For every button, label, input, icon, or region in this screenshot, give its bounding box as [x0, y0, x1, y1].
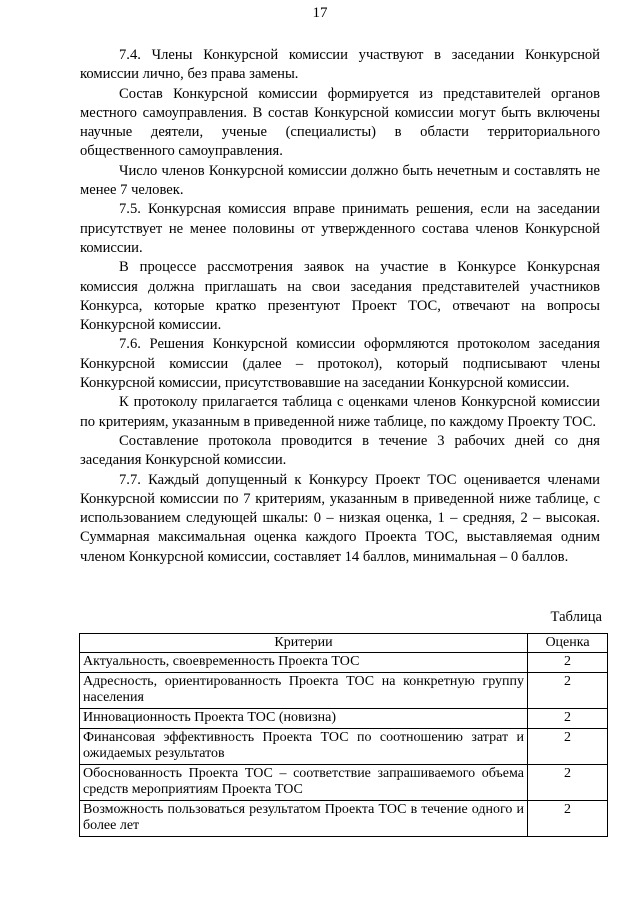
paragraph-member-count: Число членов Конкурсной комиссии должно быть нечетным и составлять не менее 7 человек. — [80, 162, 600, 199]
paragraph-7-7: 7.7. Каждый допущенный к Конкурсу Проект ТОС оценивается членами Конкурсной комиссии по 7 критериям, указанным в приведенной ниже таблице, с использованием следующей шкалы: 0 – низкая оценка, 1 – средняя, 2 – высокая. Суммарная максимальная оценка каждого Проекта ТОС, выставляемая одним членом Конкурсной комиссии, составляет 14 баллов, минимальная – 0 баллов. — [80, 471, 600, 565]
score-cell: 2 — [528, 653, 608, 673]
table-header-row — [80, 634, 608, 653]
criteria-table — [79, 633, 608, 837]
table-row — [80, 801, 608, 837]
body-text — [80, 46, 600, 567]
criterion-cell: Финансовая эффективность Проекта ТОС по соотношению затрат и ожидаемых результатов — [80, 729, 528, 765]
criterion-cell: Обоснованность Проекта ТОС – соответствие запрашиваемого объема средств мероприятиям Проекта ТОС — [80, 765, 528, 801]
score-cell: 2 — [528, 673, 608, 709]
paragraph-commission-composition: Состав Конкурсной комиссии формируется из представителей органов местного самоуправления. В состав Конкурсной комиссии могут быть включены научные деятели, ученые (специалисты) в области территориального общественного самоуправления. — [80, 85, 600, 160]
paragraph-protocol-attachment: К протоколу прилагается таблица с оценками членов Конкурсной комиссии по критериям, указанным в приведенной ниже таблице, по каждому Проекту ТОС. — [80, 394, 600, 430]
score-cell: 2 — [528, 801, 608, 837]
paragraph-7-5: 7.5. Конкурсная комиссия вправе принимать решения, если на заседании присутствует не менее половины от утвержденного состава членов Конкурсной комиссии. — [80, 201, 600, 256]
table-row — [80, 765, 608, 801]
score-cell: 2 — [528, 709, 608, 729]
header-score: Оценка — [528, 634, 608, 653]
paragraph-7-4: 7.4. Члены Конкурсной комиссии участвуют в заседании Конкурсной комиссии лично, без права замены. — [80, 47, 600, 83]
criterion-cell: Возможность пользоваться результатом Проекта ТОС в течение одного и более лет — [80, 801, 528, 837]
table-row — [80, 709, 608, 729]
table-row — [80, 729, 608, 765]
criterion-cell: Адресность, ориентированность Проекта ТОС на конкретную группу населения — [80, 673, 528, 709]
criterion-cell: Инновационность Проекта ТОС (новизна) — [80, 709, 528, 729]
paragraph-7-6: 7.6. Решения Конкурсной комиссии оформляются протоколом заседания Конкурсной комиссии (далее – протокол), который подписывают члены Конкурсной комиссии, присутствовавшие на заседании Конкурсной комиссии. — [80, 336, 600, 392]
paragraph-protocol-deadline: Составление протокола проводится в течение 3 рабочих дней со дня заседания Конкурсной комиссии. — [80, 432, 600, 469]
table-row — [80, 653, 608, 673]
table-caption: Таблица — [550, 609, 602, 625]
header-criteria: Критерии — [80, 634, 528, 653]
criterion-cell: Актуальность, своевременность Проекта ТОС — [80, 653, 528, 673]
paragraph-application-review: В процессе рассмотрения заявок на участие в Конкурсе Конкурсная комиссия должна приглашать на свои заседания представителей участников Конкурса, которые кратко презентуют Проект ТОС, отвечают на вопросы Конкурсной комиссии. — [80, 259, 600, 334]
page-number: 17 — [312, 5, 328, 21]
score-cell: 2 — [528, 729, 608, 765]
table-row — [80, 673, 608, 709]
score-cell: 2 — [528, 765, 608, 801]
